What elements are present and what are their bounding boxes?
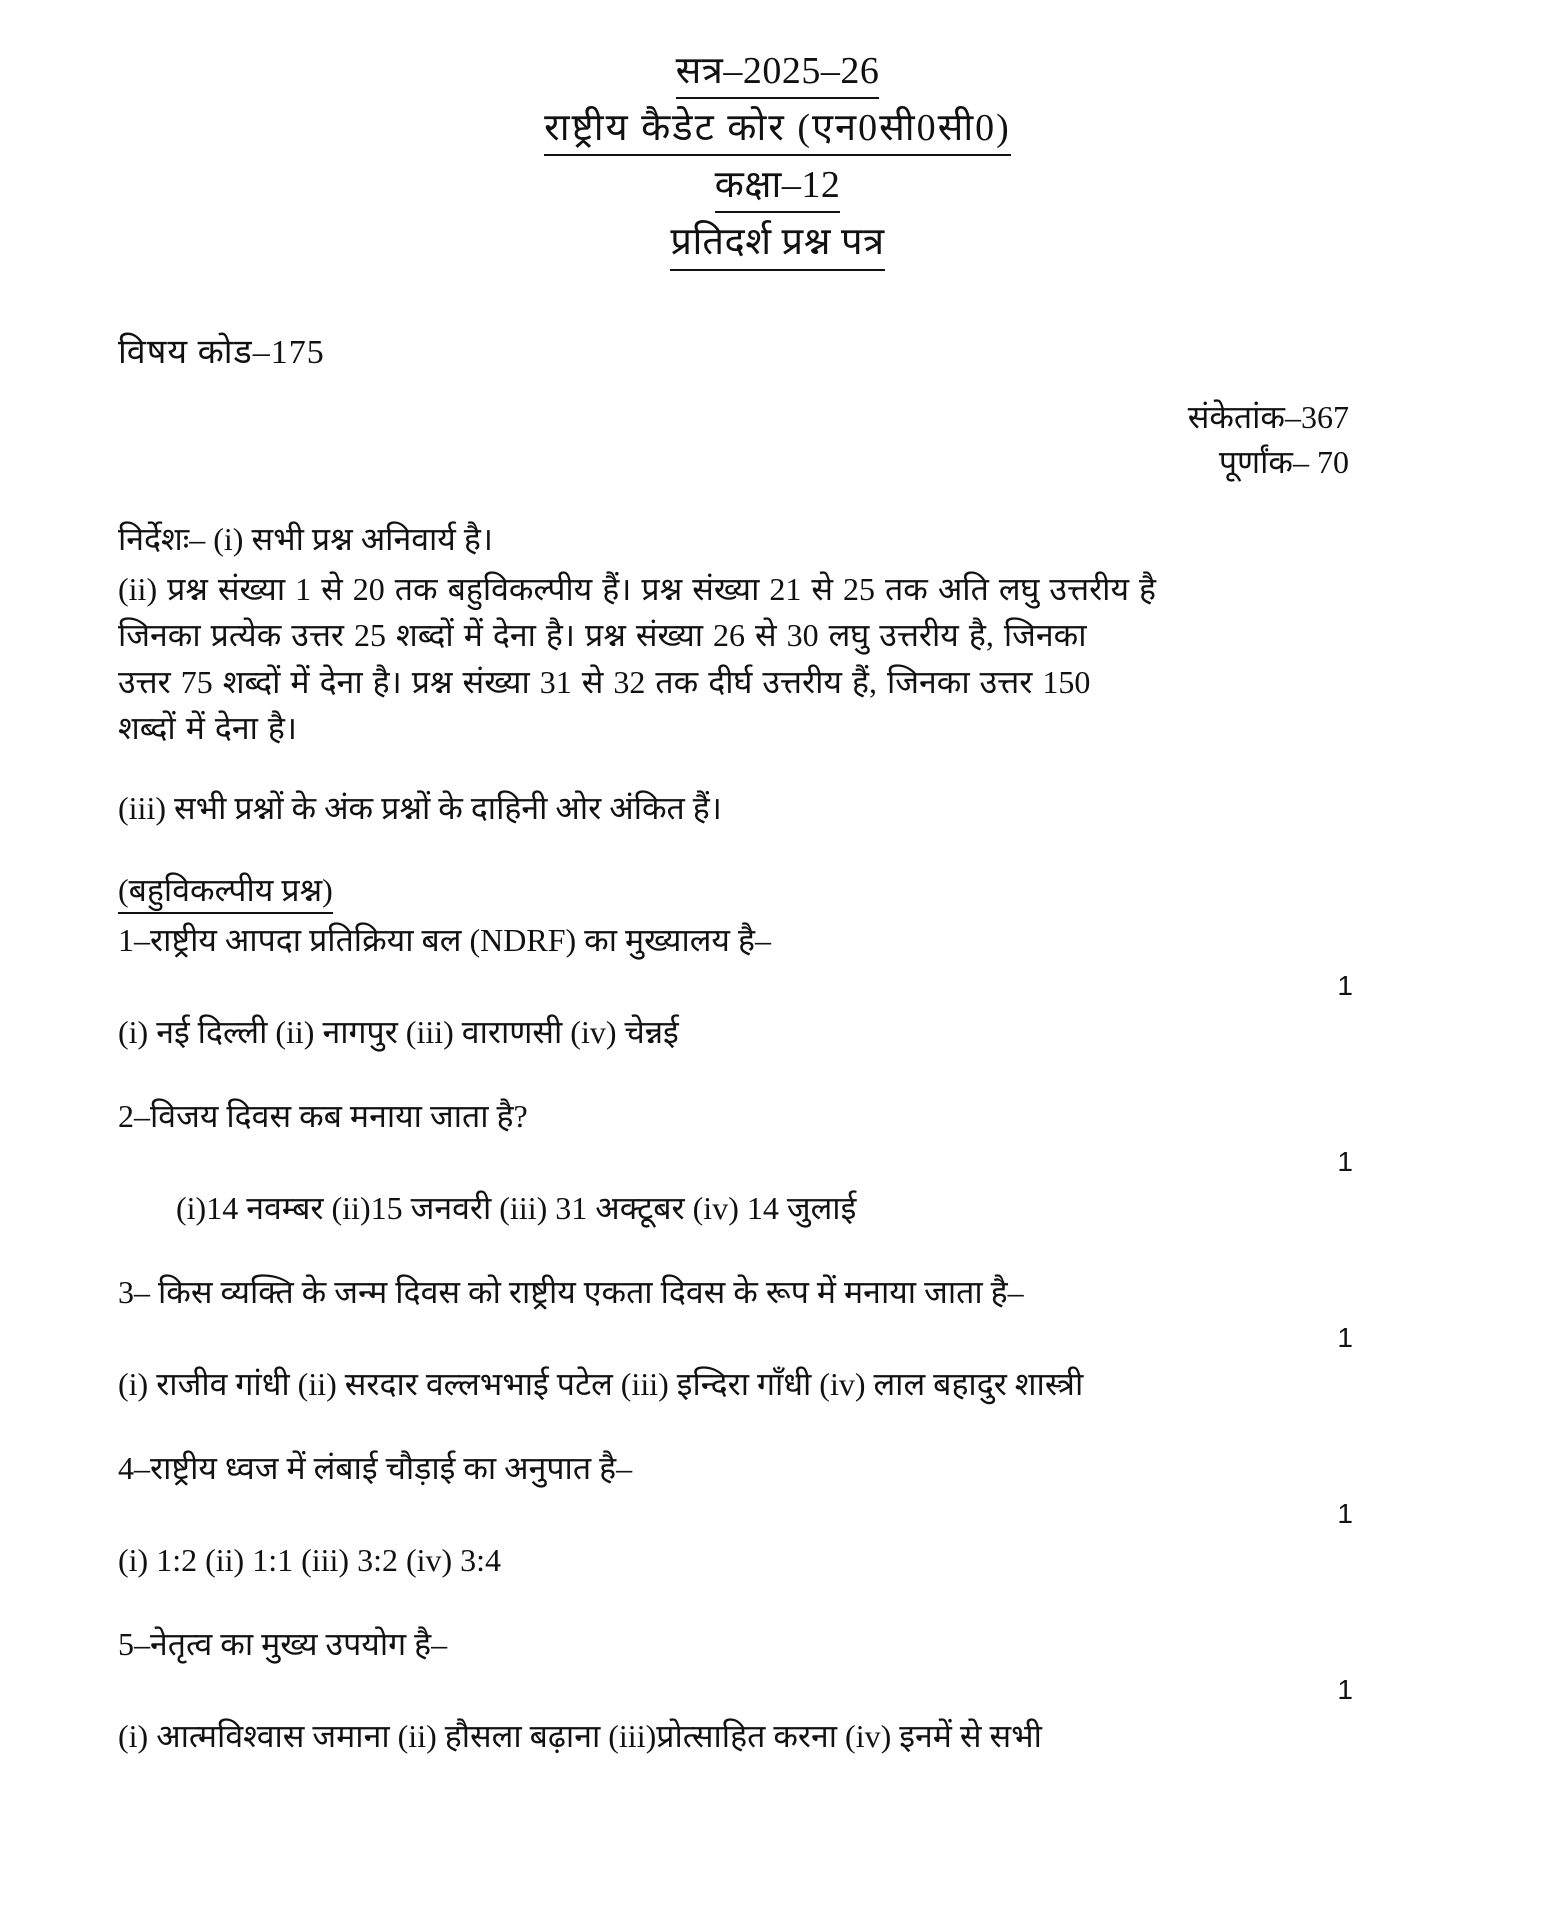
spacer [118, 1584, 1437, 1618]
question-marks-row [118, 964, 1437, 1008]
header-organization: राष्ट्रीय कैडेट कोर (एन0सी0सी0) [544, 103, 1011, 156]
question-item [118, 1444, 1437, 1584]
question-marks-row [118, 1668, 1437, 1712]
header-session-line [118, 46, 1437, 99]
full-marks: पूर्णांक– 70 [1218, 444, 1349, 481]
question-marks: 1 [1337, 1497, 1353, 1529]
question-item [118, 1268, 1437, 1408]
question-text: 5–नेतृत्व का मुख्य उपयोग है– [118, 1625, 448, 1662]
instructions-block [118, 516, 1437, 832]
question-options: (i) आत्मविश्वास जमाना (ii) हौसला बढ़ाना (iii)प्रोत्साहित करना (iv) इनमें से सभी [118, 1717, 1042, 1754]
question-options: (i) 1:2 (ii) 1:1 (iii) 3:2 (iv) 3:4 [118, 1541, 502, 1578]
instruction-ii-line-4: शब्दों में देना है। [118, 710, 297, 747]
question-options: (i)14 नवम्बर (ii)15 जनवरी (iii) 31 अक्टूबर (iv) 14 जुलाई [176, 1189, 857, 1226]
question-marks-row [118, 1492, 1437, 1536]
question-options: (i) नई दिल्ली (ii) नागपुर (iii) वाराणसी (iv) चेन्नई [118, 1013, 679, 1050]
mcq-section-heading [118, 868, 1437, 914]
question-options: (i) राजीव गांधी (ii) सरदार वल्लभभाई पटेल (iii) इन्दिरा गाँधी (iv) लाल बहादुर शास्त्री [118, 1365, 1084, 1402]
question-marks: 1 [1337, 1321, 1353, 1353]
question-item [118, 1620, 1437, 1760]
question-text: 1–राष्ट्रीय आपदा प्रतिक्रिया बल (NDRF) का मुख्यालय है– [118, 921, 771, 958]
question-marks: 1 [1337, 1145, 1353, 1177]
instruction-iii: (iii) सभी प्रश्नों के अंक प्रश्नों के दाहिनी ओर अंकित हैं। [118, 790, 722, 827]
subject-code: विषय कोड–175 [118, 333, 325, 371]
spacer [118, 1408, 1437, 1442]
question-item [118, 916, 1437, 1056]
code-number: संकेतांक–367 [1187, 398, 1349, 435]
header-class-line [118, 160, 1437, 213]
question-item [118, 1092, 1437, 1232]
document-header [118, 46, 1437, 271]
header-paper-type: प्रतिदर्श प्रश्न पत्र [670, 217, 884, 270]
question-marks-row [118, 1316, 1437, 1360]
instruction-ii-line-3: उत्तर 75 शब्दों में देना है। प्रश्न संख्या 31 से 32 तक दीर्घ उत्तरीय हैं, जिनका उत्तर 150 [118, 663, 1091, 700]
header-organization-line [118, 103, 1437, 156]
question-marks: 1 [1337, 969, 1353, 1001]
question-text: 4–राष्ट्रीय ध्वज में लंबाई चौड़ाई का अनुपात है– [118, 1449, 633, 1486]
header-session: सत्र–2025–26 [676, 46, 880, 99]
spacer [118, 1232, 1437, 1266]
instruction-i: निर्देशः– (i) सभी प्रश्न अनिवार्य है। [118, 520, 493, 557]
meta-right-block [118, 395, 1437, 486]
mcq-section-heading-text: (बहुविकल्पीय प्रश्न) [118, 868, 333, 914]
instruction-ii-line-2: जिनका प्रत्येक उत्तर 25 शब्दों में देना है। प्रश्न संख्या 26 से 30 लघु उत्तरीय है, जिनका [118, 617, 1087, 654]
question-text: 3– किस व्यक्ति के जन्म दिवस को राष्ट्रीय एकता दिवस के रूप में मनाया जाता है– [118, 1273, 1024, 1310]
header-paper-type-line [118, 217, 1437, 270]
question-marks-row [118, 1140, 1437, 1184]
instruction-ii-line-1: (ii) प्रश्न संख्या 1 से 20 तक बहुविकल्पीय हैं। प्रश्न संख्या 21 से 25 तक अति लघु उत्तरीय है [118, 570, 1157, 607]
spacer [118, 1056, 1437, 1090]
question-text: 2–विजय दिवस कब मनाया जाता है? [118, 1097, 528, 1134]
header-class: कक्षा–12 [715, 160, 841, 213]
question-marks: 1 [1337, 1673, 1353, 1705]
